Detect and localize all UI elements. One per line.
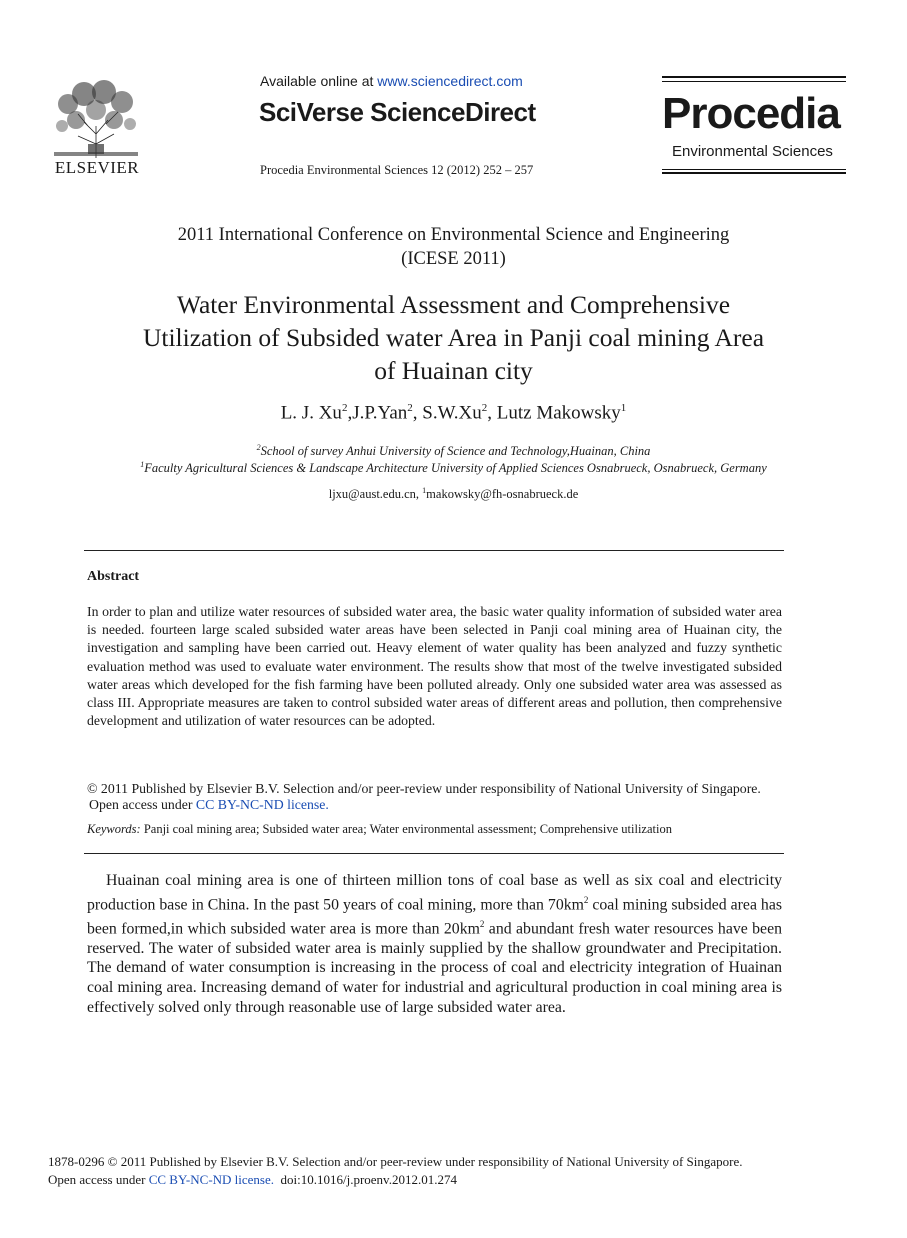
footer-license-link[interactable]: CC BY-NC-ND license. bbox=[148, 1172, 275, 1187]
keywords bbox=[87, 822, 672, 837]
available-online-line bbox=[260, 73, 523, 89]
procedia-title: Procedia bbox=[662, 89, 840, 138]
author-name: L. J. Xu bbox=[280, 402, 342, 424]
body-text-1: Huainan coal mining area is one of thirteen million tons of coal base as well as six coal and electricity production base in China. In the past 50 years of coal mining, more than 70km bbox=[87, 872, 782, 913]
author-affiliation-mark: 2 bbox=[341, 402, 348, 414]
email-2: makowsky@fh-osnabrueck.de bbox=[426, 487, 579, 502]
author-emails bbox=[0, 486, 907, 502]
footer-copyright: 1878-0296 © 2011 Published by Elsevier B.V. Selection and/or peer-review under responsibility of National University of Singapore. bbox=[48, 1154, 743, 1169]
conference-name bbox=[0, 223, 907, 271]
superscript: 2 bbox=[479, 918, 485, 929]
footer-open-access bbox=[48, 1172, 457, 1188]
title-line-1: Water Environmental Assessment and Comprehensive bbox=[176, 290, 731, 319]
open-access-prefix: Open access under bbox=[89, 797, 196, 812]
author-separator: , bbox=[487, 402, 497, 424]
body-text-3: and abundant fresh water resources have been reserved. The water of subsided water area is mainly supplied by the shallow groundwater and Precipitation. The demand of water consumption is increasing in the process of coal and electricity integration of Huainan coal mining area. Increasing demand of water for industrial and agricultural production in coal mining area is effectively solved only through reasonable use of large subsided water area. bbox=[87, 919, 782, 1016]
footer-doi: doi:10.1016/j.proenv.2012.01.274 bbox=[274, 1172, 457, 1187]
email-1: ljxu@aust.edu.cn, bbox=[328, 487, 423, 502]
author-separator: , bbox=[347, 402, 353, 424]
available-prefix: Available online at bbox=[260, 73, 378, 89]
affiliation bbox=[0, 460, 907, 476]
procedia-subtitle: Environmental Sciences bbox=[672, 143, 833, 160]
superscript: 2 bbox=[583, 894, 589, 905]
author-separator: , bbox=[412, 402, 423, 424]
elsevier-wordmark: ELSEVIER bbox=[54, 158, 140, 177]
keywords-text: Panji coal mining area; Subsided water area; Water environmental assessment; Comprehensive utilization bbox=[140, 822, 672, 836]
footer-open-prefix: Open access under bbox=[48, 1172, 149, 1187]
keywords-label: Keywords: bbox=[87, 822, 141, 836]
copyright-notice: © 2011 Published by Elsevier B.V. Selection and/or peer-review under responsibility of National University of Singapore. bbox=[87, 781, 761, 796]
divider bbox=[84, 853, 784, 854]
author-affiliation-mark: 2 bbox=[481, 402, 488, 414]
conference-line-2: (ICESE 2011) bbox=[401, 249, 506, 269]
sciencedirect-link[interactable]: www.sciencedirect.com bbox=[377, 73, 523, 89]
sciverse-sciencedirect-logo: SciVerse ScienceDirect bbox=[259, 97, 536, 127]
affiliation bbox=[0, 443, 907, 459]
title-line-2: Utilization of Subsided water Area in Panji coal mining Area bbox=[142, 323, 765, 352]
open-access-line bbox=[89, 797, 329, 813]
email-mark: 1 bbox=[422, 486, 427, 495]
journal-reference: Procedia Environmental Sciences 12 (2012) 252 – 257 bbox=[260, 163, 534, 177]
affiliation-mark: 2 bbox=[256, 443, 261, 452]
author-affiliation-mark: 2 bbox=[407, 402, 413, 414]
license-link[interactable]: CC BY-NC-ND license. bbox=[195, 797, 329, 812]
conference-line-1: 2011 International Conference on Environmental Science and Engineering bbox=[177, 225, 730, 245]
abstract-heading: Abstract bbox=[87, 569, 140, 584]
divider bbox=[84, 550, 784, 551]
author-name: J.P.Yan bbox=[352, 402, 408, 424]
body-paragraph bbox=[87, 871, 782, 1017]
author-name: S.W.Xu bbox=[422, 402, 482, 424]
author-list bbox=[0, 402, 907, 424]
abstract-text: In order to plan and utilize water resources of subsided water area, the basic water quality information of subsided water area is needed. fourteen large scaled subsided water areas have been selected in Panji coal mining area of Huainan city, the investigation and sampling have been carried out. Heavy element of water quality has been analyzed and fuzzy synthetic evaluation method was used to evaluate water environment. The results show that most of the twelve investigated subsided water areas which developed for the fish farming have been polluted already. Only one subsided water area was assessed as class III. Appropriate measures are taken to control subsided water areas of different areas and pollution, then comprehensive development and utilization of water resources can be adopted. bbox=[87, 604, 782, 729]
author-affiliation-mark: 1 bbox=[620, 402, 627, 414]
title-line-3: of Huainan city bbox=[374, 356, 533, 385]
body-text-2: coal mining subsided area has been formed,in which subsided water area is more than 20km bbox=[87, 895, 782, 937]
affiliation-mark: 1 bbox=[140, 460, 145, 469]
affiliation-text: School of survey Anhui University of Science and Technology,Huainan, China bbox=[260, 444, 651, 459]
paper-title bbox=[0, 288, 907, 387]
affiliation-text: Faculty Agricultural Sciences & Landscape Architecture University of Applied Sciences Osnabrueck, Osnabrueck, Germany bbox=[144, 461, 767, 476]
author-name: Lutz Makowsky bbox=[496, 402, 621, 424]
